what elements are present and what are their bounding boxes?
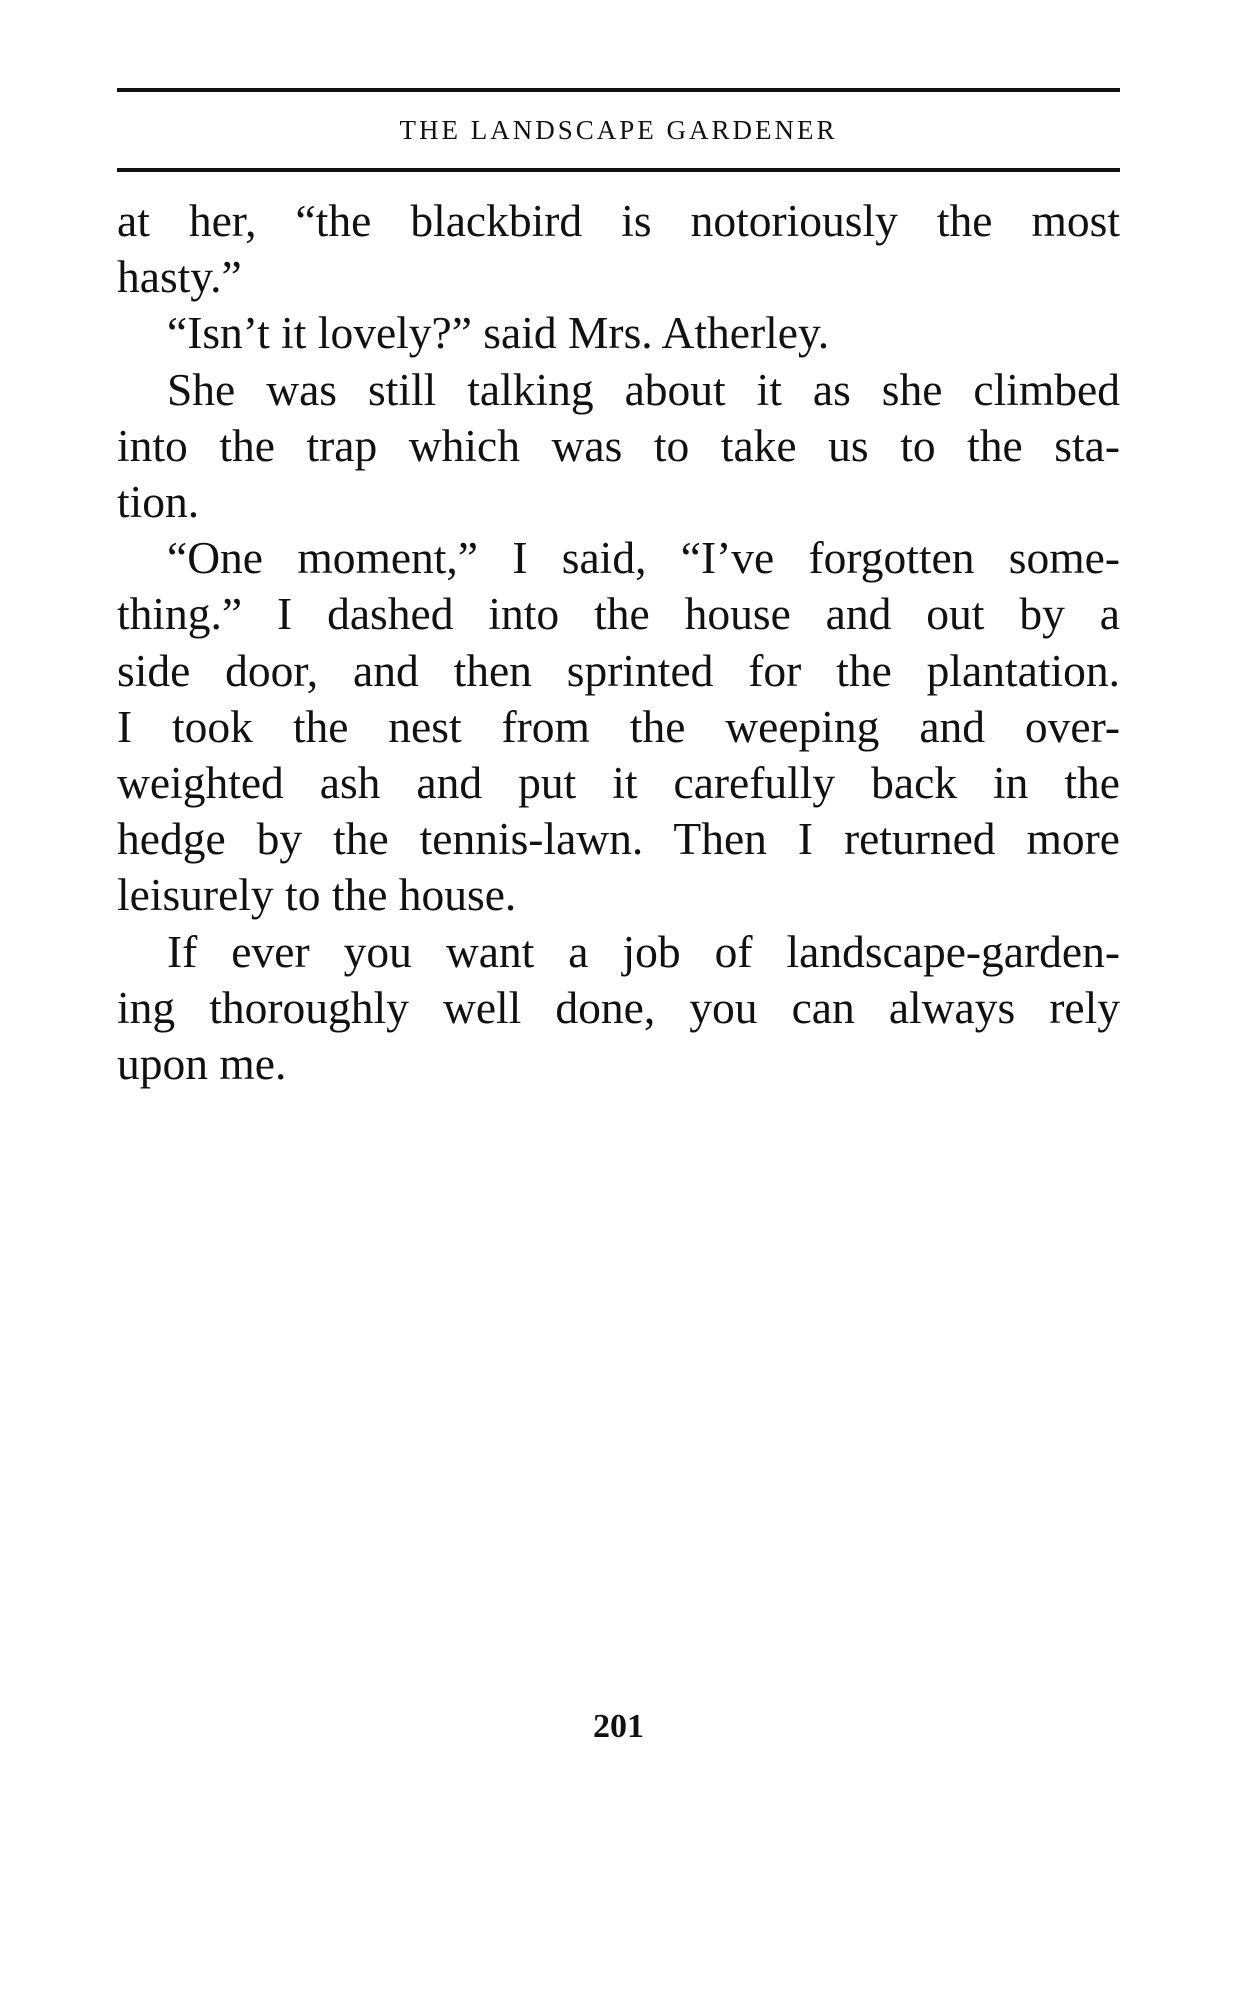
text-line: weighted ash and put it carefully back in the bbox=[117, 757, 1120, 809]
text-line: hedge by the tennis-lawn. Then I returned more bbox=[117, 813, 1120, 865]
header-bottom-rule bbox=[117, 168, 1120, 172]
text-line: If ever you want a job of landscape-garden- bbox=[167, 925, 1120, 977]
paragraph bbox=[117, 362, 1120, 531]
text-line: “One moment,” I said, “I’ve forgotten some- bbox=[167, 532, 1120, 584]
text-line: She was still talking about it as she climbed bbox=[167, 363, 1120, 415]
text-line: hasty.” bbox=[117, 251, 242, 303]
text-line: tion. bbox=[117, 476, 200, 528]
body-text bbox=[117, 193, 1120, 1092]
header-top-rule bbox=[117, 88, 1120, 92]
text-line: leisurely to the house. bbox=[117, 869, 517, 921]
text-line: upon me. bbox=[117, 1038, 287, 1090]
text-line: “Isn’t it lovely?” said Mrs. Atherley. bbox=[167, 307, 830, 359]
paragraph bbox=[117, 924, 1120, 1093]
running-head: THE LANDSCAPE GARDENER bbox=[399, 115, 838, 145]
text-line: ing thoroughly well done, you can always rely bbox=[117, 981, 1120, 1033]
paragraph bbox=[117, 530, 1120, 923]
text-line: thing.” I dashed into the house and out by a bbox=[117, 588, 1120, 640]
page-number: 201 bbox=[593, 1708, 644, 1745]
text-line: side door, and then sprinted for the plantation. bbox=[117, 644, 1120, 696]
paragraph bbox=[117, 193, 1120, 305]
text-line: into the trap which was to take us to the sta- bbox=[117, 419, 1120, 471]
paragraph bbox=[117, 305, 1120, 361]
text-line: I took the nest from the weeping and over- bbox=[117, 700, 1120, 752]
text-line: at her, “the blackbird is notoriously the most bbox=[117, 195, 1120, 246]
